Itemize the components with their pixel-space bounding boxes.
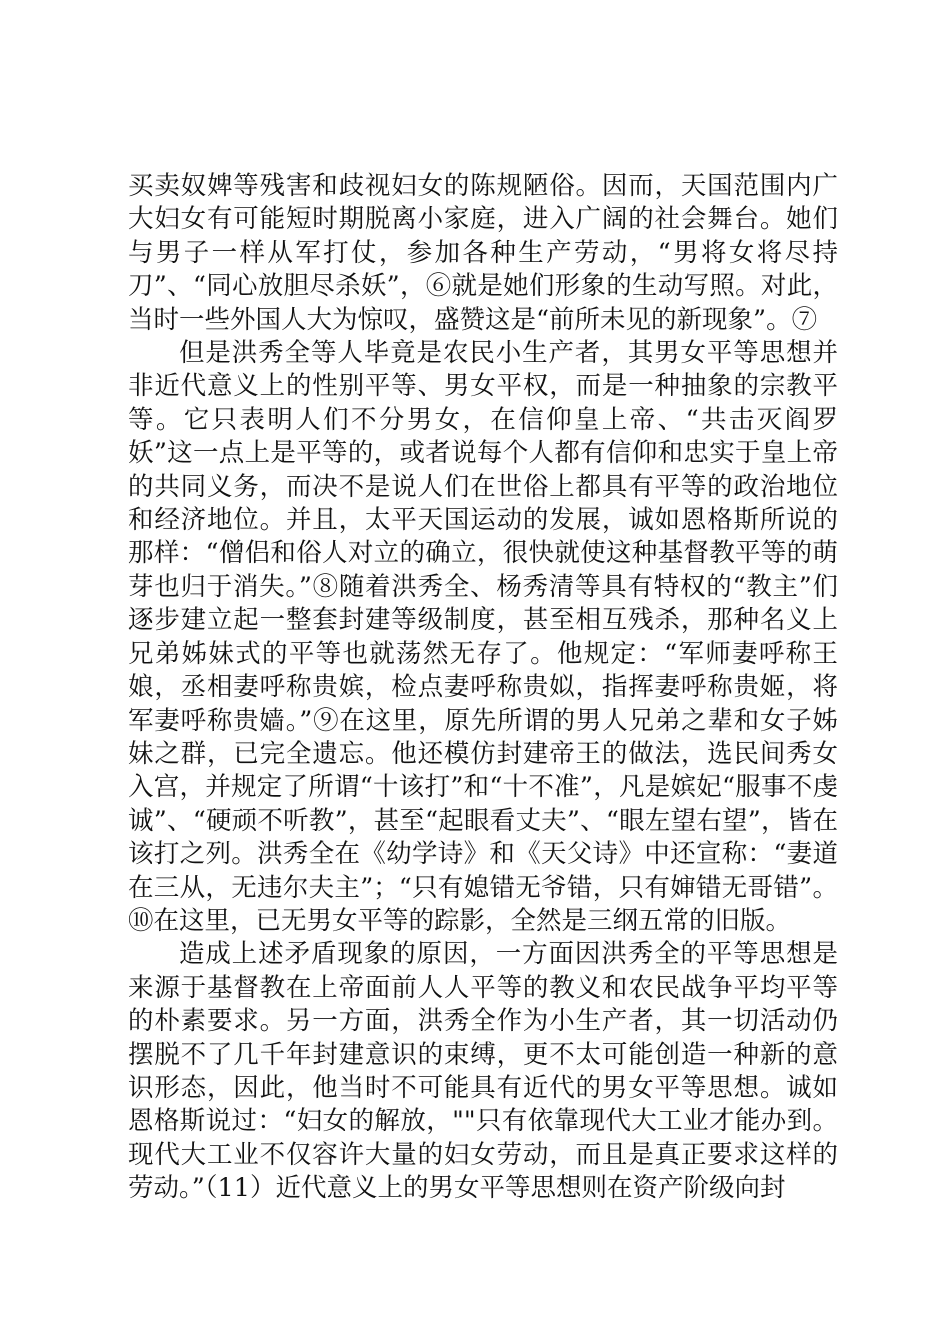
paragraph: 造成上述矛盾现象的原因，一方面因洪秀全的平等思想是来源于基督教在上帝面前人人平等的教义和农民战争平均平等的朴素要求。另一方面，洪秀全作为小生产者，其一切活动仍摆脱不了几千年封建意识的束缚，更不太可能创造一种新的意识形态，因此，他当时不可能具有近代的男女平等思想。诚如恩格斯说过：“妇女的解放，""只有依靠现代大工业才能办到。现代大工业不仅容许大量的妇女劳动，而且是真正要求这样的劳动。”（11）近代意义上的男女平等思想则在资产阶级向封 <box>128 939 838 1204</box>
document-page <box>128 170 838 1206</box>
paragraph: 但是洪秀全等人毕竟是农民小生产者，其男女平等思想并非近代意义上的性别平等、男女平权，而是一种抽象的宗教平等。它只表明人们不分男女，在信仰皇上帝、“共击灭阎罗妖”这一点上是平等的，或者说每个人都有信仰和忠实于皇上帝的共同义务，而决不是说人们在世俗上都具有平等的政治地位和经济地位。并且，太平天国运动的发展，诚如恩格斯所说的那样：“僧侣和俗人对立的确立，很快就使这种基督教平等的萌芽也归于消失。”⑧随着洪秀全、杨秀清等具有特权的“教主”们逐步建立起一整套封建等级制度，甚至相互残杀，那种名义上兄弟姊妹式的平等也就荡然无存了。他规定：“军师妻呼称王娘，丞相妻呼称贵嫔，检点妻呼称贵姒，指挥妻呼称贵姬，将军妻呼称贵嫱。”⑨在这里，原先所谓的男人兄弟之辈和女子姊妹之群，已完全遗忘。他还模仿封建帝王的做法，选民间秀女入宫，并规定了所谓“十该打”和“十不准”，凡是嫔妃“服事不虔诚”、“硬顽不听教”，甚至“起眼看丈夫”、“眼左望右望”，皆在该打之列。洪秀全在《幼学诗》和《天父诗》中还宣称：“妻道在三从，无违尔夫主”；“只有媳错无爷错，只有婶错无哥错”。⑩在这里，已无男女平等的踪影，全然是三纲五常的旧版。 <box>128 338 838 936</box>
paragraph-continued: 买卖奴婢等残害和歧视妇女的陈规陋俗。因而，天国范围内广大妇女有可能短时期脱离小家庭，进入广阔的社会舞台。她们与男子一样从军打仗，参加各种生产劳动，“男将女将尽持刀”、“同心放胆尽杀妖”，⑥就是她们形象的生动写照。对此，当时一些外国人大为惊叹，盛赞这是“前所未见的新现象”。⑦ <box>128 171 838 335</box>
